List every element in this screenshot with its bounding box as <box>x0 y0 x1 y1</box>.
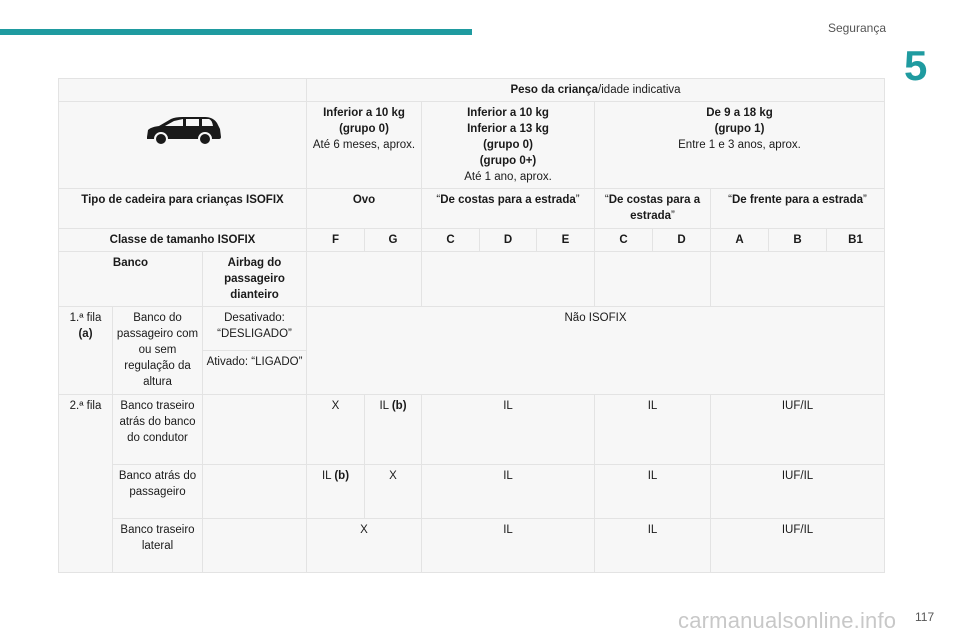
group-0plus-title-3: (grupo 0) <box>483 139 533 151</box>
row1-label-text: 1.ª fila <box>69 312 102 324</box>
header-accent-bar <box>0 29 472 35</box>
group-0-title-2: (grupo 0) <box>339 123 389 135</box>
size-class: E <box>537 229 595 252</box>
watermark: carmanualsonline.info <box>678 608 897 633</box>
group-0plus-cell <box>422 102 595 189</box>
group-0plus-age: Até 1 ano, aprox. <box>464 171 552 183</box>
weight-header-rest: /idade indicativa <box>598 84 681 96</box>
airbag-label: Airbag do passageiro dianteiro <box>203 252 307 307</box>
size-class: A <box>711 229 769 252</box>
row2-seat-1-name: Banco traseiro atrás do banco do condutor <box>113 395 203 465</box>
empty-cell <box>203 395 307 465</box>
row1-seat: Banco do passageiro com ou sem regulação da altura <box>113 307 203 395</box>
row2-seat-2-front: IUF/IL <box>711 465 885 519</box>
row2-seat-1-g: IL (b) <box>365 395 422 465</box>
type-rear-facing-1: “De costas para a estrada” <box>422 189 595 229</box>
type-ovo: Ovo <box>307 189 422 229</box>
group-1-title-2: (grupo 1) <box>714 123 765 135</box>
group-0plus-title-2: Inferior a 13 kg <box>467 123 549 135</box>
row2-seat-2-rear1: IL <box>422 465 595 519</box>
group-0plus-title-1: Inferior a 10 kg <box>467 107 549 119</box>
size-class: D <box>480 229 537 252</box>
empty-cell <box>203 519 307 573</box>
row2-seat-2-f: IL (b) <box>307 465 365 519</box>
weight-header-bold: Peso da criança <box>510 84 599 96</box>
row2-seat-2-name: Banco atrás do passageiro <box>113 465 203 519</box>
size-class: F <box>307 229 365 252</box>
group-1-age: Entre 1 e 3 anos, aprox. <box>678 139 801 151</box>
isofix-type-label: Tipo de cadeira para crianças ISOFIX <box>59 189 307 229</box>
group-0plus-title-4: (grupo 0+) <box>479 155 537 167</box>
size-class: D <box>653 229 711 252</box>
empty-cell <box>422 252 595 307</box>
size-class: C <box>595 229 653 252</box>
group-1-cell <box>595 102 885 189</box>
row2-seat-1-front: IUF/IL <box>711 395 885 465</box>
airbag-on: Ativado: “LIGADO” <box>203 351 307 395</box>
row2-seat-3-rear1: IL <box>422 519 595 573</box>
chapter-number: 5 <box>904 42 928 89</box>
group-0-age: Até 6 meses, aprox. <box>312 139 416 151</box>
row2-seat-2-rear2: IL <box>595 465 711 519</box>
page-number: 117 <box>915 610 935 624</box>
size-class: B <box>769 229 827 252</box>
row2-seat-3-fg: X <box>307 519 422 573</box>
row2-seat-1-rear2: IL <box>595 395 711 465</box>
group-1-title-1: De 9 a 18 kg <box>706 107 773 119</box>
type-rear-facing-2: “De costas para a estrada” <box>595 189 711 229</box>
weight-header <box>307 79 885 102</box>
row2-label: 2.ª fila <box>59 395 113 573</box>
row2-seat-3-rear2: IL <box>595 519 711 573</box>
car-icon <box>143 115 223 147</box>
empty-cell <box>711 252 885 307</box>
empty-cell <box>59 79 307 102</box>
size-class: C <box>422 229 480 252</box>
group-0-cell <box>307 102 422 189</box>
banco-label: Banco <box>59 252 203 307</box>
empty-cell <box>595 252 711 307</box>
size-class: B1 <box>827 229 885 252</box>
row2-seat-3-name: Banco traseiro lateral <box>113 519 203 573</box>
row1-note: (a) <box>78 328 93 340</box>
empty-cell <box>203 465 307 519</box>
row2-seat-3-front: IUF/IL <box>711 519 885 573</box>
row2-seat-1-f: X <box>307 395 365 465</box>
empty-cell <box>307 252 422 307</box>
section-title: Segurança <box>827 21 886 35</box>
row1-label <box>59 307 113 395</box>
airbag-off: Desativado: “DESLIGADO” <box>203 307 307 351</box>
size-class: G <box>365 229 422 252</box>
size-class-label: Classe de tamanho ISOFIX <box>59 229 307 252</box>
row1-result: Não ISOFIX <box>307 307 885 395</box>
type-forward-facing: “De frente para a estrada” <box>711 189 885 229</box>
row2-seat-2-g: X <box>365 465 422 519</box>
isofix-table <box>58 78 885 573</box>
car-image-cell <box>59 102 307 189</box>
row2-seat-1-rear1: IL <box>422 395 595 465</box>
group-0-title-1: Inferior a 10 kg <box>323 107 405 119</box>
